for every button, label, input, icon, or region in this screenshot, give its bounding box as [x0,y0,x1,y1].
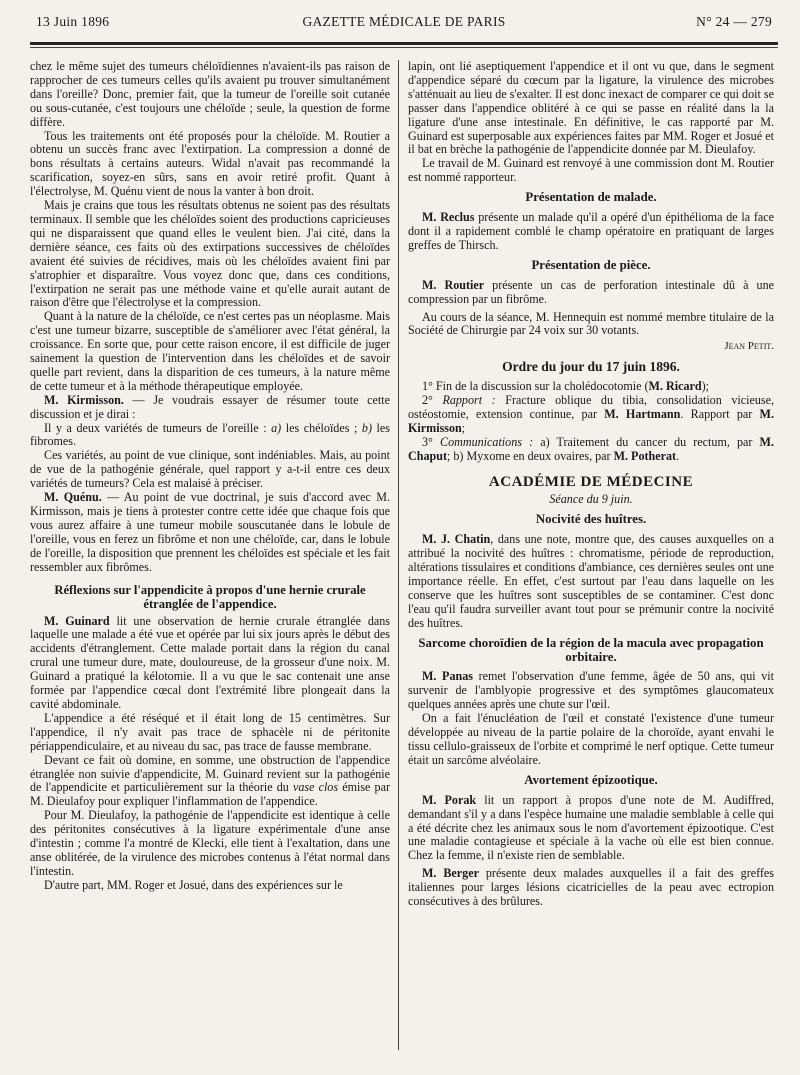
speaker-name: M. Panas [422,669,473,684]
academy-heading: ACADÉMIE DE MÉDECINE [488,473,694,490]
session-date: Séance du 9 juin. [549,492,633,507]
section-title: Avortement épizootique. [524,772,658,787]
header-issue-page: N° 24 — 279 [696,14,772,29]
paragraph: D'autre part, MM. Roger et Josué, dans des expériences sur le [44,877,343,892]
speaker-name: M. Porak [422,792,477,807]
left-column [30,60,390,893]
order-of-day-title: Ordre du jour du 17 juin 1896. [502,359,680,375]
speaker-name: M. Routier [422,277,485,292]
paragraph: M. Quénu. — Au point de vue doctrinal, je suis d'accord avec M. Kirmisson, mais je tiens à protester contre cette idée que chaque fois que vous aurez affaire à une tumeur mobile souscutanée dans le lobule de l'oreille, vous en ferez un fibrôme et non une chéloïde, car, dans le lobule de l'oreille, la disposition que prennent les chéloïdes est spéciale et les fait ressembler aux fibrômes. [30,490,390,574]
speaker-name: M. J. Chatin [422,532,491,547]
section-title: Présentation de pièce. [531,257,651,272]
agenda-item: 1° Fin de la discussion sur la cholédocotomie (M. Ricard); [422,379,709,394]
column-divider [398,60,399,1050]
header-date: 13 Juin 1896 [36,14,110,29]
paragraph: L'appendice a été réséqué et il était long de 15 centimètres. Sur l'appendice, il n'y avait pas trace de sphacèle ni de péritonite périappendiculaire, et au niveau du sac, pas trace de fausse membrane. [30,710,390,753]
speaker-name: M. Reclus [422,210,475,225]
speaker-name: M. Kirmisson. [44,392,124,407]
paragraph: M. Guinard lit une observation de hernie crurale étranglée dans laquelle une malade a été vue et opérée par lui six jours après le début des accidents d'étranglement. Cette malade portait dans la région du canal crural une tumeur dure, mate, douloureuse, de la grosseur d'une noix. M. Guinard a pratiqué la kélotomie. Il a vu que le sac contenait une anse formée par l'appendice cœcal dont l'extrémité libre plongeait dans la cavité abdominale. [30,613,390,711]
paragraph: M. Berger présente deux malades auxquelles il a fait des greffes italiennes pour larges lésions cicatricielles de la peau avec ectropion consécutives à des brûlures. [408,866,775,909]
paragraph: Tous les traitements ont été proposés pour la chéloïde. M. Routier a obtenu un succès franc avec l'extirpation. La compression a donné de bons résultats à certains auteurs. Widal n'avait pas recommandé la scarification, soyez-en sûrs, sans en avoir retiré profit. Quant à l'électrolyse, M. Quénu vient de nous la vanter à bon droit. [30,128,390,199]
header-rule-thick [30,42,778,45]
section-title: Sarcome choroïdien de la région de la macula avec propagation orbitaire. [418,635,764,664]
paragraph: M. Kirmisson. — Je voudrais essayer de résumer toute cette discussion et je dirai : [30,392,390,421]
agenda-item: 2° Rapport : Fracture oblique du tibia, consolidation vicieuse, ostéostomie, extension continue, par M. Hartmann. Rapport par M. Kirmisson; [408,393,774,435]
header-journal-title: GAZETTE MÉDICALE DE PARIS [302,14,506,29]
page-header [36,14,772,36]
agenda-item: 3° Communications : a) Traitement du cancer du rectum, par M. Chaput; b) Myxome en deux ovaires, par M. Potherat. [408,434,774,463]
speaker-name: M. Quénu. [44,490,102,505]
paragraph: lapin, ont lié aseptiquement l'appendice et il ont vu que, dans le segment d'appendice séparé du cœcum par la ligature, la virulence des microbes s'atténuait au lieu de s'exalter. Il est donc inexact de comparer ce qui doit se passer dans l'appendice oblitéré à ce qui se passe en réalité dans la la ligature d'une anse intestinale. En définitive, le cas rapporté par M. Guinard est superposable aux expériences faites par MM. Roger et Josué et il bat en brèche la pathogénie de l'appendicite donnée par M. Dieulafoy. [408,59,774,157]
signature: Jean Petit. [724,340,774,353]
paragraph: Mais je crains que tous les résultats obtenus ne soient pas des résultats terminaux. Il semble que les chéloïdes soient des productions capricieuses qui ne disparaissent que quand elles le veulent bien. J'ai cité, dans la dernière séance, ces faits où des extirpations successives de chéloïdes avaient été suivies de récidives, mais où les chéloïdes avaient fini par s'atrophier et disparaître. Vous voyez donc que, dans ces conditions, l'extirpation ne serait pas une méthode vaine et qu'elle aurait autant de raison d'être que l'électrolyse et la compression. [30,198,390,310]
paragraph: M. Reclus présente un malade qu'il a opéré d'un épithélioma de la face dont il a rapidement comblé le champ opératoire en pratiquant de larges greffes de Thirsch. [408,210,774,252]
paragraph: M. Routier présente un cas de perforation intestinale dû à une compression par un fibrôme. [408,277,774,306]
paragraph: Il y a deux variétés de tumeurs de l'oreille : a) les chéloïdes ; b) les fibromes. [30,420,390,449]
header-rule-thin [30,47,778,48]
paragraph: On a fait l'énucléation de l'œil et constaté l'existence d'une tumeur développée au niveau de la partie polaire de la choroïde, ayant envahi le tissu cellulo-graisseux de l'orbite et comprimé le nerf optique. Cette tumeur était un sarcôme alvéolaire. [408,711,774,767]
paragraph: chez le même sujet des tumeurs chéloïdiennes n'avaient-ils pas raison de rapprocher de ces tumeurs celles qu'ils avaient pu trouver simultanément dans l'oreille? Donc, premier fait, que la tumeur de l'oreille soit cutanée ou sous-cutanée, c'est toujours une chéloïde ; seule, la question de forme diffère. [30,59,390,129]
paragraph: Ces variétés, au point de vue clinique, sont indéniables. Mais, au point de vue de la pathogénie générale, quel rapport y a-t-il entre ces deux variétés de tumeurs? Cela est malaisé à préciser. [30,448,390,491]
section-title: Nocivité des huîtres. [535,512,647,527]
paragraph: Le travail de M. Guinard est renvoyé à une commission dont M. Routier est nommé rapporteur. [408,156,774,185]
article-title: Réflexions sur l'appendicite à propos d'une hernie crurale étranglée de l'appendice. [54,582,366,611]
paragraph: Pour M. Dieulafoy, la pathogénie de l'appendicite est identique à celle des péritonites consécutives à la ligature expérimentale d'une anse d'intestin ; comme l'a montré de Klecki, elle tient à l'exaltation, dans une anse oblitérée, de la virulence des microbes contenus à l'état normal dans l'intestin. [30,808,390,878]
section-title: Présentation de malade. [525,190,657,205]
paragraph: M. Panas remet l'observation d'une femme, âgée de 50 ans, qui vit survenir de l'amblyopie progressive et des symptômes glaucomateux quelques années après une chute sur l'œil. [408,669,775,712]
paragraph: Au cours de la séance, M. Hennequin est nommé membre titulaire de la Société de Chirurgie par 24 voix sur 30 votants. [408,309,774,338]
speaker-name: M. Berger [422,866,479,881]
paragraph: M. J. Chatin, dans une note, montre que, des causes auxquelles on a attribué la nocivité des huîtres : chromatisme, période de reproduction, altérations tissulaires et conditions d'ambiance, ces dernières seules ont une importance réelle. En effet, c'est surtout par l'eau dans laquelle on les conserve que les huîtres sont susceptibles de se contaminer. C'est donc l'eau qu'il faudra surveiller avant tout pour se prémunir contre la nocivité des huîtres. [408,532,774,630]
right-column [408,60,774,909]
paragraph: M. Porak lit un rapport à propos d'une note de M. Audiffred, demandant s'il y a dans l'espèce humaine une maladie semblable à celle qui a été décrite chez les animaux sous le nom d'avortement épizootique. C'est une maladie contagieuse et spéciale à la vache où elle est bien connue. Chez la femme, il n'existe rien de semblable. [408,792,774,863]
speaker-name: M. Guinard [44,613,110,628]
paragraph: Quant à la nature de la chéloïde, ce n'est certes pas un néoplasme. Mais c'est une tumeur bizarre, susceptible de s'améliorer avec l'état général, la croissance. En sorte que, pour cette raison encore, il est difficile de juger sainement la question de l'intervention dans les chéloïdes et de savoir quelle part revient, dans la disparition de ces tumeurs, à la nature même de cette tumeur et à la méthode thérapeutique employée. [30,309,390,393]
paragraph: Devant ce fait où domine, en somme, une obstruction de l'appendice étranglée non suivie d'appendicite, M. Guinard revient sur la pathogénie de l'appendicite et particulièrement sur la théorie du vase clos émise par M. Dieulafoy pour expliquer l'inflammation de l'appendice. [30,752,390,809]
